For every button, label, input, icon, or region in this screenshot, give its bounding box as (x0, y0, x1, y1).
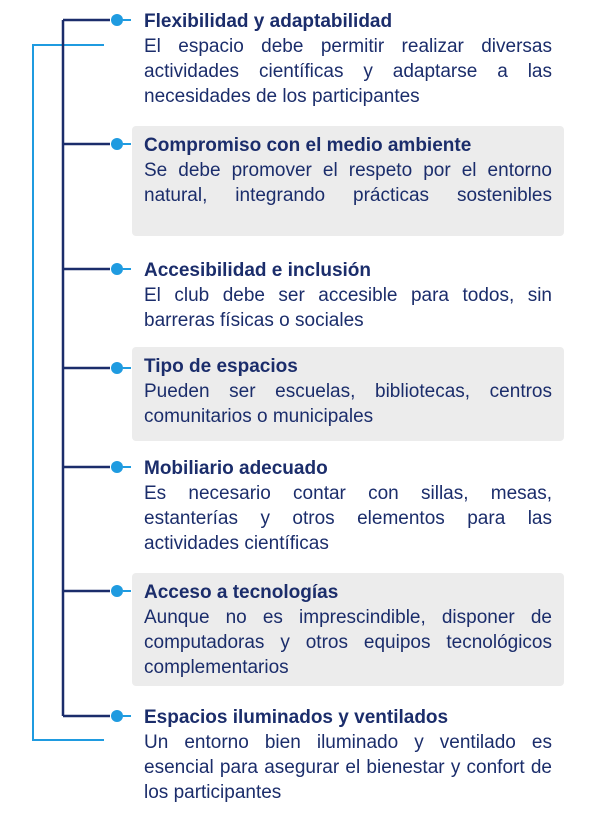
branch-connector (63, 14, 131, 26)
criterion-title: Mobiliario adecuado (144, 458, 328, 479)
criterion-card-iluminacion (132, 698, 564, 810)
branch-connector (63, 263, 131, 275)
criterion-title: Flexibilidad y adaptabilidad (144, 11, 393, 32)
criterion-card-flexibilidad (132, 2, 564, 110)
node-dot-icon (111, 14, 123, 26)
node-dot-icon (111, 362, 123, 374)
criterion-description: El club debe ser accesible para todos, sin barreras físicas o sociales (144, 285, 552, 331)
criterion-card-mobiliario (132, 449, 564, 561)
criterion-card-tecnologias (132, 573, 564, 686)
branch-connector (63, 138, 131, 150)
node-dot-icon (111, 710, 123, 722)
outer-bracket-line (33, 45, 104, 740)
criterion-description: Se debe promover el respeto por el entorno natural, integrando prácticas sostenibles (144, 160, 552, 206)
criterion-title: Accesibilidad e inclusión (144, 260, 372, 281)
branch-connector (63, 362, 131, 374)
criterion-title: Compromiso con el medio ambiente (144, 135, 472, 156)
criterion-title: Espacios iluminados y ventilados (144, 707, 449, 728)
criterion-card-medio-ambiente (132, 126, 564, 236)
criterion-description: El espacio debe permitir realizar diversas actividades científicas y adaptarse a las necesidades de los participantes (144, 36, 552, 107)
criterion-description: Un entorno bien iluminado y ventilado es esencial para asegurar el bienestar y confort de los participantes (144, 732, 552, 803)
branch-connector (63, 585, 131, 597)
node-dot-icon (111, 461, 123, 473)
criterion-description: Pueden ser escuelas, bibliotecas, centros comunitarios o municipales (144, 381, 552, 427)
node-dot-icon (111, 263, 123, 275)
criterion-description: Aunque no es imprescindible, disponer de computadoras y otros equipos tecnológicos complementarios (144, 607, 552, 678)
node-dot-icon (111, 585, 123, 597)
node-dot-icon (111, 138, 123, 150)
criterion-card-tipo-espacios (132, 347, 564, 441)
branch-connector (63, 710, 131, 722)
criterion-card-accesibilidad (132, 251, 564, 337)
criterion-title: Tipo de espacios (144, 356, 298, 377)
criterion-title: Acceso a tecnologías (144, 582, 339, 603)
criterion-description: Es necesario contar con sillas, mesas, estanterías y otros elementos para las actividades científicas (144, 483, 552, 554)
branch-connector (63, 461, 131, 473)
